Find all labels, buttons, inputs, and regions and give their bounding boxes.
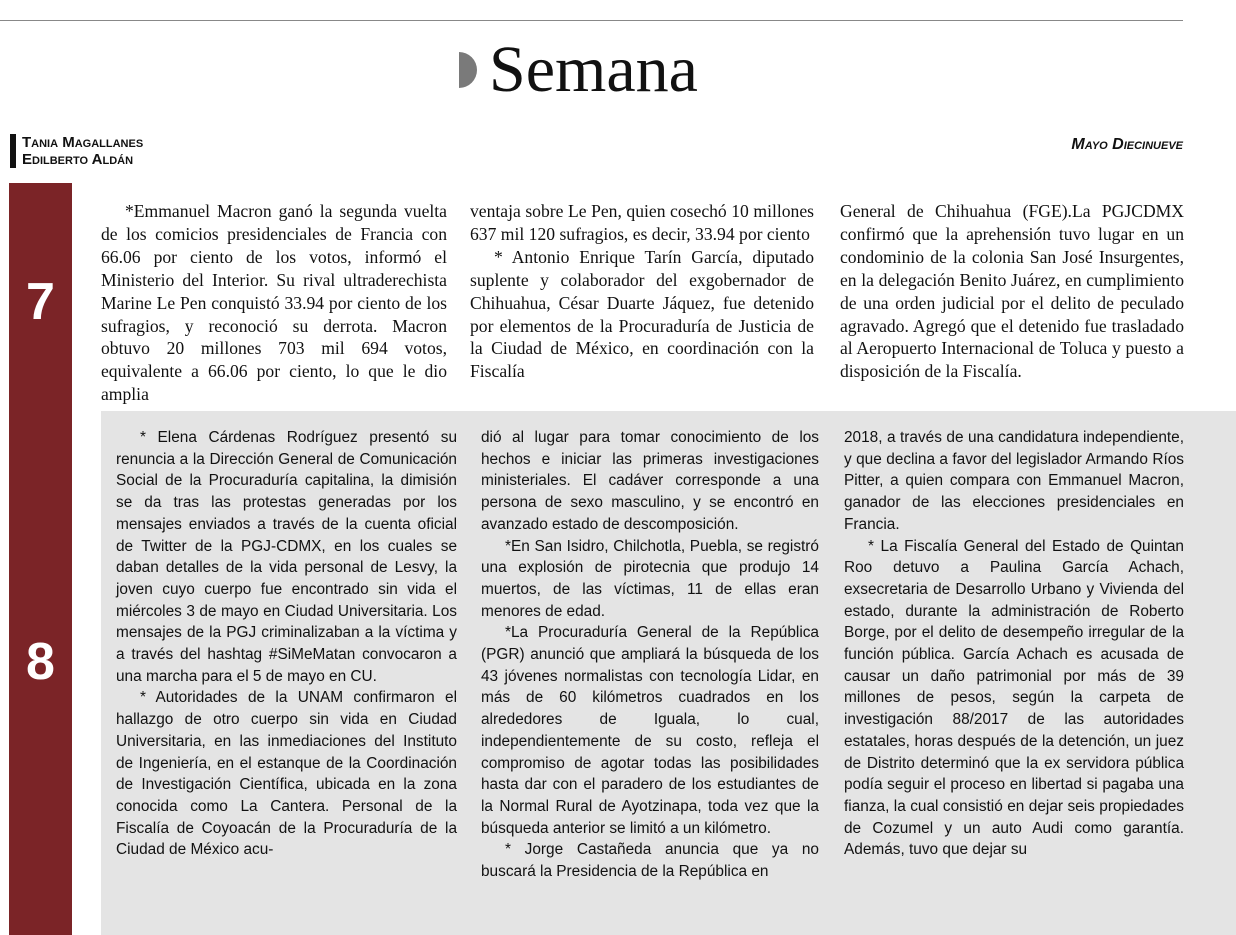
news-paragraph: * Autoridades de la UNAM confirmaron el hallazgo de otro cuerpo sin vida en Ciudad Universitaria, en las inmediaciones del Instituto de Ingeniería, en el estanque de la Coordinación de Investigación Científica, ubicada en la zona conocida como La Cantera. Personal de la Fiscalía de Coyoacán de la Procuraduría de la Ciudad de México acu- [116, 689, 457, 859]
page-title: Semana [489, 33, 698, 106]
top-cut-text [0, 0, 1183, 6]
masthead [455, 30, 698, 110]
section-7-column-1 [101, 200, 447, 406]
section-7-column-3 [840, 200, 1184, 383]
section-8-column-2 [481, 427, 819, 883]
section-7-column-2 [470, 200, 814, 383]
news-paragraph: dió al lugar para tomar conocimiento de los hechos e iniciar las primeras investigaciones ministeriales. El cadáver corresponde a una persona de sexo masculino, y se encontró en avanzado estado de descomposición. [481, 429, 819, 533]
top-rule [0, 20, 1183, 21]
date-label: Mayo Diecinueve [1071, 136, 1183, 153]
news-paragraph: *La Procuraduría General de la República (PGR) anunció que ampliará la búsqueda de los 43 jóvenes normalistas con tecnología Lidar, en más de 60 kilómetros cuadrados en los alrededores de Iguala, lo cual, independientemente de su costo, refleja el compromiso de agotar todas las posibilidades hasta dar con el paradero de los estudiantes de la Normal Rural de Ayotzinapa, toda vez que la búsqueda anterior se limitó a un kilómetro. [481, 624, 819, 837]
section-number: 8 [26, 633, 55, 691]
news-paragraph: 2018, a través de una candidatura independiente, y que declina a favor del legislador Armando Ríos Pitter, a quien compara con Emmanuel Macron, ganador de las elecciones presidenciales en Francia. [844, 429, 1184, 533]
news-paragraph: * Antonio Enrique Tarín García, diputado suplente y colaborador del exgobernador de Chihuahua, César Duarte Jáquez, fue detenido por elementos de la Procuraduría de Justicia de la Ciudad de México, en coordinación con la Fiscalía [470, 246, 814, 382]
section-8-column-3 [844, 427, 1184, 861]
news-paragraph: *Emmanuel Macron ganó la segunda vuelta de los comicios presidenciales de Francia con 66.06 por ciento de los votos, informó el Ministerio del Interior. Su rival ultraderechista Marine Le Pen conquistó 33.94 por ciento de los sufragios, y reconoció su derrota. Macron obtuvo 20 millones 703 mil 694 votos, equivalente a 66.06 por ciento, lo que le dio amplia [101, 201, 447, 405]
news-paragraph: * Elena Cárdenas Rodríguez presentó su renuncia a la Dirección General de Comunicación Social de la Procuraduría capitalina, la dimisión se da tras las protestas generadas por los mensajes enviados a través de la cuenta oficial de Twitter de la PGJ-CDMX, en los cuales se daban detalles de la vida personal de Lesvy, la joven cuyo cuerpo fue encontrado sin vida el miércoles 3 de mayo en Ciudad Universitaria. Los mensajes de la PGJ criminalizaban a la víctima y a través del hashtag #SiMeMatan convocaron a una marcha para el 5 de mayo en CU. [116, 429, 457, 685]
news-paragraph: * La Fiscalía General del Estado de Quintan Roo detuvo a Paulina García Achach, exsecretaria de Desarrollo Urbano y Vivienda del estado, durante la administración de Roberto Borge, por el delito de desempeño irregular de la función pública. García Achach es acusada de causar un daño patrimonial por más de 39 millones de pesos, según la carpeta de investigación 88/2017 de las autoridades estatales, horas después de la detención, un juez de Distrito determinó que la ex servidora pública podía seguir el proceso en libertad si pagaba una fianza, la cual consistió en dejar seis propiedades de Cozumel y un auto Audi como garantía. Además, tuvo que dejar su [844, 537, 1184, 859]
section-number: 7 [26, 273, 55, 331]
half-circle-icon [455, 50, 481, 90]
byline-authors [10, 134, 143, 168]
news-paragraph: ventaja sobre Le Pen, quien cosechó 10 millones 637 mil 120 sufragios, es decir, 33.94 por ciento [470, 201, 814, 244]
author-name: Tania Magallanes [22, 134, 144, 151]
news-paragraph: General de Chihuahua (FGE).La PGJCDMX confirmó que la aprehensión tuvo lugar en un condominio de la colonia San José Insurgentes, en la delegación Benito Juárez, en cumplimiento de una orden judicial por el delito de peculado agravado. Agregó que el detenido fue trasladado al Aeropuerto Internacional de Toluca y puesto a disposición de la Fiscalía. [840, 201, 1184, 382]
author-name: Edilberto Aldán [22, 151, 134, 168]
news-paragraph: * Jorge Castañeda anuncia que ya no buscará la Presidencia de la República en [481, 841, 819, 881]
section-8-column-1 [116, 427, 457, 861]
news-paragraph: *En San Isidro, Chilchotla, Puebla, se registró una explosión de pirotecnia que produjo 14 muertos, de las víctimas, 11 de ellas eran menores de edad. [481, 537, 819, 620]
